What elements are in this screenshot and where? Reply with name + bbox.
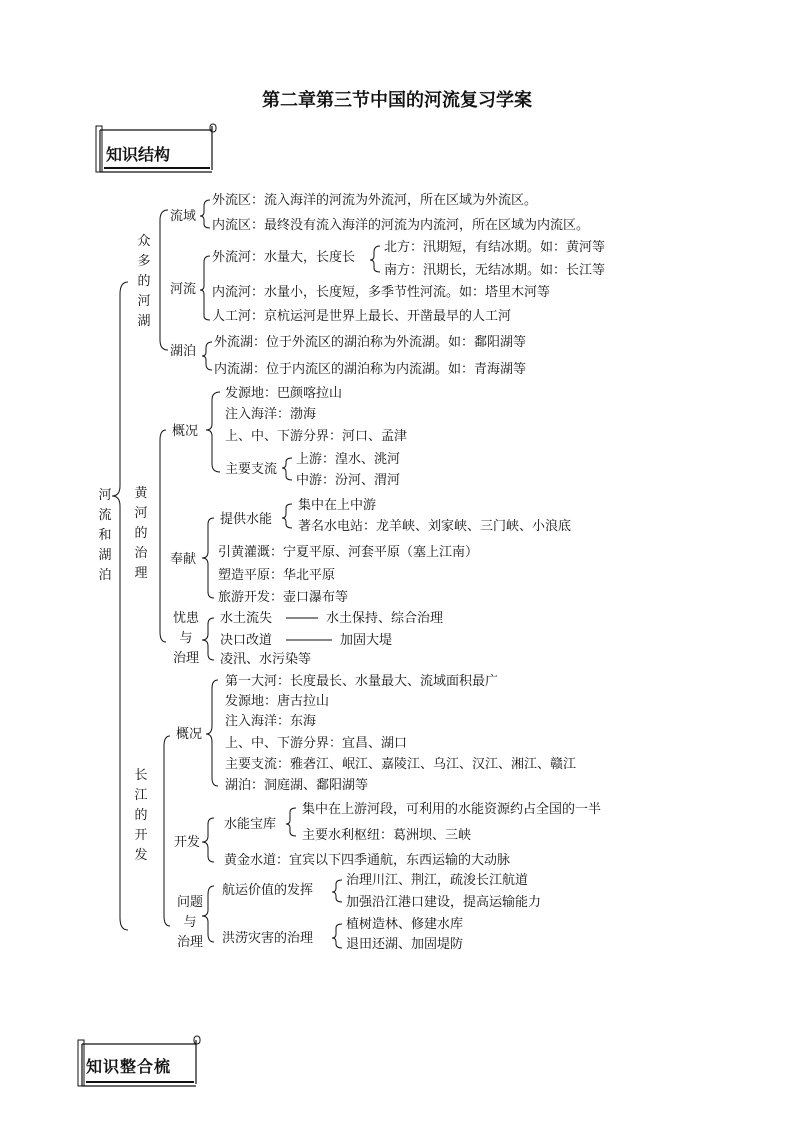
- label-char: 的: [134, 808, 148, 823]
- label-char: 治: [134, 546, 148, 561]
- yr-problem2: 决口改道: [220, 633, 273, 648]
- lakes-inner: 内流湖：位于内流区的湖泊称为内流湖。如：青海湖等: [214, 362, 527, 377]
- yr-sea: 注入海洋：渤海: [225, 407, 317, 422]
- label-char: 开: [134, 828, 148, 843]
- basin-outer: 外流区：流入海洋的河流为外流河，所在区域为外流区。: [212, 193, 538, 208]
- label-char: 江: [134, 788, 148, 803]
- label-char: 的: [134, 526, 148, 541]
- yr-problems-label: [168, 609, 204, 669]
- lakes-label: 湖泊: [170, 344, 197, 359]
- section-title-structure: 知识结构: [106, 145, 171, 164]
- yz-problems-label: [170, 893, 210, 953]
- yz-nav-label: 航运价值的发挥: [222, 883, 314, 898]
- section-banner-integration: [74, 1034, 204, 1090]
- yr-solution2: 加固大堤: [340, 633, 393, 648]
- root-label-char: 湖: [98, 548, 112, 563]
- yr-divisions: 上、中、下游分界：河口、孟津: [225, 429, 408, 444]
- yr-irrigation: 引黄灌溉：宁夏平原、河套平原（塞上江南）: [218, 545, 479, 560]
- label-part: 与: [179, 631, 193, 646]
- page-title: 第二章第三节中国的河流复习学案: [262, 90, 532, 111]
- yr-tribs-label: 主要支流: [225, 462, 278, 477]
- root-label-char: 河: [98, 488, 112, 503]
- section-banner-structure: [92, 120, 220, 176]
- yr-middle: 中游：汾河、渭河: [296, 473, 401, 488]
- lakes-outer: 外流湖：位于外流区的湖泊称为外流湖。如：鄱阳湖等: [214, 335, 527, 350]
- yr-problem3: 凌汛、水污染等: [220, 652, 312, 667]
- yellow-river-label: [133, 484, 149, 584]
- yr-plain: 塑造平原：华北平原: [218, 568, 336, 583]
- root-label-char: 泊: [98, 568, 112, 583]
- root-label-char: 流: [98, 508, 112, 523]
- yr-hydro1: 集中在上中游: [298, 498, 377, 513]
- yz-flood2: 退田还湖、加固堤防: [346, 937, 464, 952]
- yz-source: 发源地：唐古拉山: [225, 694, 330, 709]
- label-char: 河: [134, 506, 148, 521]
- yz-divisions: 上、中、下游分界：宜昌、湖口: [225, 736, 408, 751]
- yz-nav2: 加强沿江港口建设，提高运输能力: [346, 895, 542, 910]
- section-title-integration: 知识整合梳: [86, 1057, 172, 1076]
- yr-hydro2: 著名水电站：龙羊峡、刘家峡、三门峡、小浪底: [298, 519, 572, 534]
- label-part: 治理: [176, 935, 203, 950]
- rivers-inner: 内流河：水量小，长度短，多季节性河流。如：塔里木河等: [212, 285, 551, 300]
- label-char: 黄: [134, 486, 148, 501]
- yr-tourism: 旅游开发：壶口瀑布等: [218, 590, 349, 605]
- rivers-outer: 外流河：水量大，长度长: [212, 250, 356, 265]
- rivers-label: 河流: [170, 282, 197, 297]
- label-char: 湖: [137, 314, 151, 329]
- label-char: 长: [134, 768, 148, 783]
- rivers-lakes-label: [136, 232, 152, 332]
- label-part: 问题: [176, 895, 203, 910]
- yz-flood-label: 洪涝灾害的治理: [222, 931, 314, 946]
- yz-first: 第一大河：长度最长、水量最大、流域面积最广: [225, 674, 499, 689]
- yz-development-label: 开发: [174, 835, 201, 850]
- yr-source: 发源地：巴颜喀拉山: [225, 386, 343, 401]
- yz-hydro-label: 水能宝库: [224, 817, 277, 832]
- yz-sea: 注入海洋：东海: [225, 714, 317, 729]
- root-label-char: 和: [98, 528, 112, 543]
- yz-golden: 黄金水道：宜宾以下四季通航，东西运输的大动脉: [224, 853, 511, 868]
- yz-tribs: 主要支流：雅砻江、岷江、嘉陵江、乌江、汉江、湘江、赣江: [225, 757, 577, 772]
- yr-hydro-label: 提供水能: [220, 512, 273, 527]
- yr-upper: 上游：湟水、洮河: [296, 452, 401, 467]
- rivers-south: 南方：汛期长，无结冰期。如：长江等: [384, 263, 606, 278]
- label-part: 与: [183, 915, 197, 930]
- yangtze-label: [133, 766, 149, 866]
- rivers-north: 北方：汛期短，有结冰期。如：黄河等: [384, 240, 606, 255]
- yz-flood1: 植树造林、修建水库: [346, 917, 464, 932]
- rivers-artificial: 人工河：京杭运河是世界上最长、开凿最早的人工河: [212, 309, 512, 324]
- label-part: 忧患: [172, 611, 199, 626]
- yz-overview-label: 概况: [176, 727, 203, 742]
- yr-solution1: 水土保持、综合治理: [326, 611, 444, 626]
- label-char: 发: [134, 848, 148, 863]
- yz-nav1: 治理川江、荆江，疏浚长江航道: [346, 873, 529, 888]
- basin-label: 流域: [170, 209, 197, 224]
- label-char: 众: [137, 234, 151, 249]
- yz-hydro2: 主要水利枢纽：葛洲坝、三峡: [302, 828, 472, 843]
- label-char: 多: [137, 254, 151, 269]
- label-char: 的: [137, 274, 151, 289]
- label-char: 理: [134, 566, 148, 581]
- yz-hydro1: 集中在上游河段，可利用的水能资源约占全国的一半: [302, 802, 602, 817]
- basin-inner: 内流区：最终没有流入海洋的河流为内流河，所在区域为内流区。: [212, 218, 590, 233]
- yr-overview-label: 概况: [172, 424, 199, 439]
- yr-contribution-label: 奉献: [170, 552, 197, 567]
- label-part: 治理: [172, 651, 199, 666]
- root-label: [97, 486, 113, 586]
- yz-lakes: 湖泊：洞庭湖、鄱阳湖等: [225, 778, 369, 793]
- yr-problem1: 水土流失: [220, 611, 273, 626]
- label-char: 河: [137, 294, 151, 309]
